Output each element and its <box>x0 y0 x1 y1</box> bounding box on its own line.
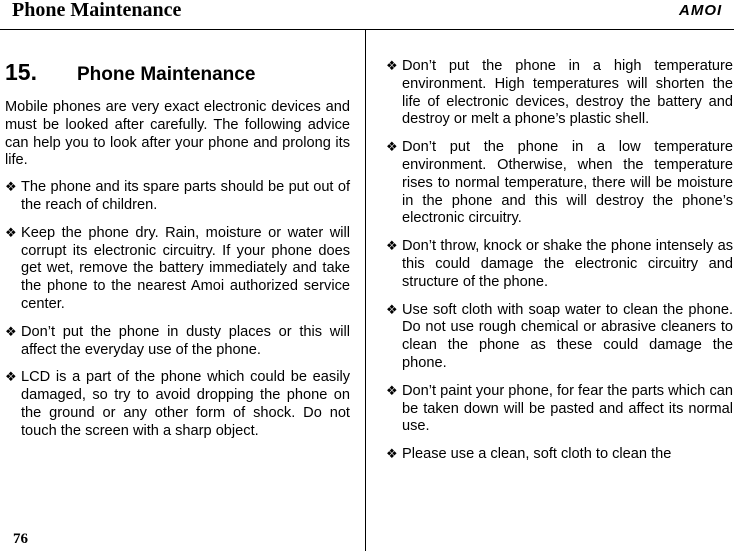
list-item <box>386 139 733 228</box>
diamond-bullet-icon: ❖ <box>386 447 398 463</box>
column-divider <box>365 30 366 551</box>
diamond-bullet-icon: ❖ <box>5 180 17 196</box>
diamond-bullet-icon: ❖ <box>5 225 17 241</box>
bullet-text: Use soft cloth with soap water to clean the phone. Do not use rough chemical or abrasive cleaners to clean the phone as these could damage the phone. <box>402 301 733 371</box>
diamond-bullet-icon: ❖ <box>386 302 398 318</box>
list-item <box>386 58 733 129</box>
right-column <box>386 58 733 474</box>
diamond-bullet-icon: ❖ <box>386 59 398 74</box>
list-item <box>386 446 733 464</box>
diamond-bullet-icon: ❖ <box>386 140 398 156</box>
page-number: 76 <box>13 531 28 547</box>
right-bullet-list <box>386 58 733 464</box>
section-title: Phone Maintenance <box>77 64 256 85</box>
section-intro: Mobile phones are very exact electronic devices and must be looked after carefully. The following advice can help you to look after your phone and prolong its life. <box>5 99 350 169</box>
bullet-text: Don’t put the phone in a high temperature environment. High temperatures will shorten the life of electronic devices, destroy the battery and destroy or melt a phone’s plastic shell. <box>402 58 733 128</box>
list-item <box>386 302 733 373</box>
diamond-bullet-icon: ❖ <box>386 239 398 255</box>
diamond-bullet-icon: ❖ <box>386 383 398 399</box>
header-rule <box>0 29 734 30</box>
left-column <box>5 60 350 451</box>
header-title: Phone Maintenance <box>12 0 182 21</box>
bullet-text: Don’t put the phone in dusty places or this will affect the everyday use of the phone. <box>21 323 350 358</box>
bullet-text: Keep the phone dry. Rain, moisture or water will corrupt its electronic circuitry. If your phone does get wet, remove the battery immediately and take the phone to the nearest Amoi authorized service center. <box>21 224 350 312</box>
bullet-text: LCD is a part of the phone which could be easily damaged, so try to avoid dropping the phone on the ground or any other form of shock. Do not touch the screen with a sharp object. <box>21 369 350 439</box>
bullet-text: Don’t paint your phone, for fear the parts which can be taken down will be pasted and affect its normal use. <box>402 382 733 435</box>
bullet-text: The phone and its spare parts should be put out of the reach of children. <box>21 179 350 213</box>
bullet-text: Don’t throw, knock or shake the phone intensely as this could damage the electronic circuitry and structure of the phone. <box>402 238 733 290</box>
left-bullet-list <box>5 179 350 440</box>
list-item <box>5 324 350 360</box>
list-item <box>5 369 350 440</box>
list-item <box>5 179 350 215</box>
amoi-logo: AMOI <box>679 2 723 19</box>
diamond-bullet-icon: ❖ <box>5 370 17 386</box>
bullet-text: Don’t put the phone in a low temperature environment. Otherwise, when the temperature rises to normal temperature, there will be moisture in the phone and this will destroy the phone’s electronic circuitry. <box>402 139 733 227</box>
list-item <box>386 383 733 436</box>
section-heading <box>5 60 350 87</box>
list-item <box>386 238 733 291</box>
diamond-bullet-icon: ❖ <box>5 324 17 340</box>
section-number: 15. <box>5 59 37 85</box>
bullet-text: Please use a clean, soft cloth to clean the <box>402 446 672 463</box>
list-item <box>5 225 350 314</box>
